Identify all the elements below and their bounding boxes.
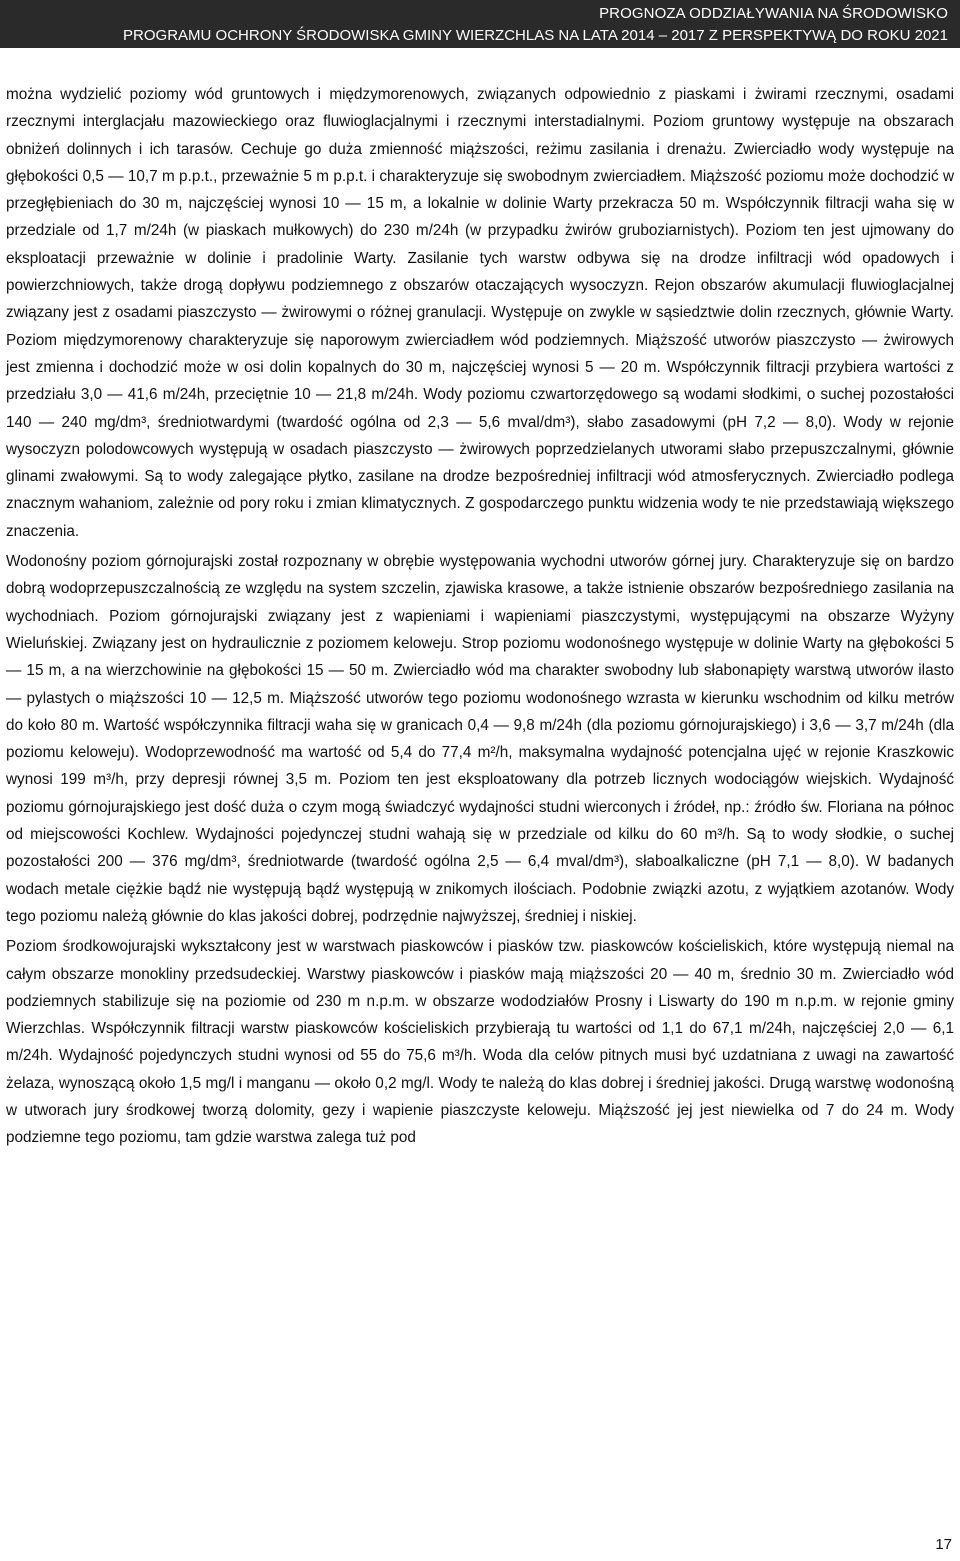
paragraph-upper-jurassic-aquifer: Wodonośny poziom górnojurajski został rozpoznany w obrębie występowania wychodni utworów górnej jury. Charakteryzuje się on bardzo dobrą wodoprzepuszczalnością ze względu na system szczelin, zjawiska krasowe, a także istnienie obszarów bezpośredniego zasilania na wychodniach. Poziom górnojurajski związany jest z wapieniami i wapieniami piaszczystymi, występującymi na obszarze Wyżyny Wieluńskiej. Związany jest on hydraulicznie z poziomem keloweju. Strop poziomu wodonośnego występuje w dolinie Warty na głębokości 5 — 15 m, a na wierzchowinie na głębokości 15 — 50 m. Zwierciadło wód ma charakter swobodny lub słabonapięty warstwą utworów ilasto — pylastych o miąższości 10 — 12,5 m. Miąższość utworów tego poziomu wodonośnego wzrasta w kierunku wschodnim od kilku metrów do koło 80 m. Wartość współczynnika filtracji waha się w granicach 0,4 — 9,8 m/24h (dla poziomu górnojurajskiego) i 3,6 — 3,7 m/24h (dla poziomu keloweju). Wodoprzewodność ma wartość od 5,4 do 77,4 m²/h, maksymalna wydajność potencjalna ujęć w rejonie Kraszkowic wynosi 199 m³/h, przy depresji równej 3,5 m. Poziom ten jest eksploatowany dla potrzeb licznych wodociągów wiejskich. Wydajność poziomu górnojurajskiego jest dość duża o czym mogą świadczyć wydajności studni wierconych i źródeł, np.: źródło św. Floriana na północ od miejscowości Kochlew. Wydajności pojedynczej studni wahają się w przedziale od kilku do 60 m³/h. Są to wody słodkie, o suchej pozostałości 200 — 376 mg/dm³, średniotwarde (twardość ogólna 2,5 — 6,4 mval/dm³), słaboalkaliczne (pH 7,1 — 8,0). W badanych wodach metale ciężkie bądź nie występują bądź występują w znikomych ilościach. Podobnie związki azotu, z wyjątkiem azotanów. Wody tego poziomu należą głównie do klas jakości dobrej, podrzędnie najwyższej, średniej i niskiej. — [6, 553, 954, 925]
document-body — [6, 81, 954, 1152]
header-subtitle: PROGRAMU OCHRONY ŚRODOWISKA GMINY WIERZCHLAS NA LATA 2014 – 2017 Z PERSPEKTYWĄ DO ROKU 2021 — [123, 27, 948, 44]
page-number: 17 — [935, 1536, 952, 1553]
document-header — [0, 0, 960, 48]
paragraph-quaternary-aquifers: można wydzielić poziomy wód gruntowych i międzymorenowych, związanych odpowiednio z piaskami i żwirami rzecznymi, osadami rzecznymi interglacjału mazowieckiego oraz fluwioglacjalnymi i rzecznymi interstadialnymi. Poziom gruntowy występuje na obszarach obniżeń dolinnych i ich tarasów. Cechuje go duża zmienność miąższości, reżimu zasilania i drenażu. Zwierciadło wody występuje na głębokości 0,5 — 10,7 m p.p.t., przeważnie 5 m p.p.t. i charakteryzuje się swobodnym zwierciadłem. Miąższość poziomu może dochodzić w przegłębieniach do 30 m, najczęściej wynosi 10 — 15 m, a lokalnie w dolinie Warty przekracza 50 m. Współczynnik filtracji waha się w przedziale od 1,7 m/24h (w piaskach mułkowych) do 230 m/24h (w przypadku żwirów gruboziarnistych). Poziom ten jest ujmowany do eksploatacji przeważnie w dolinie i pradolinie Warty. Zasilanie tych warstw odbywa się na drodze infiltracji wód opadowych i powierzchniowych, także drogą dopływu podziemnego z obszarów otaczających wysoczyzn. Rejon obszarów akumulacji fluwioglacjalnej związany jest z osadami piaszczysto — żwirowymi o różnej granulacji. Występuje on zwykle w sąsiedztwie dolin rzecznych, głównie Warty. Poziom międzymorenowy charakteryzuje się naporowym zwierciadłem wód podziemnych. Miąższość utworów piaszczysto — żwirowych jest zmienna i dochodzić może w osi dolin kopalnych do 30 m, najczęściej wynosi 5 — 20 m. Współczynnik filtracji przybiera wartości z przedziału 3,0 — 41,6 m/24h, przeciętnie 10 — 21,8 m/24h. Wody poziomu czwartorzędowego są wodami słodkimi, o suchej pozostałości 140 — 240 mg/dm³, średniotwardymi (twardość ogólna od 2,3 — 5,6 mval/dm³), słabo zasadowymi (pH 7,2 — 8,0). Wody w rejonie wysoczyzn polodowcowych występują w osadach piaszczysto — żwirowych poprzedzielanych utworami słabo przepuszczalnymi, głównie glinami zwałowymi. Są to wody zalegające płytko, zasilane na drodze bezpośredniej infiltracji wód atmosferycznych. Zwierciadło podlega znacznym wahaniom, zależnie od pory roku i zmian klimatycznych. Z gospodarczego punktu widzenia wody te nie przedstawiają większego znaczenia. — [6, 86, 954, 540]
paragraph-middle-jurassic-aquifer: Poziom środkowojurajski wykształcony jest w warstwach piaskowców i piasków tzw. piaskowców kościeliskich, które występują niemal na całym obszarze monokliny przedsudeckiej. Warstwy piaskowców i piasków mają miąższości 20 — 40 m, średnio 30 m. Zwierciadło wód podziemnych stabilizuje się na poziomie od 230 m n.p.m. w obszarze wododziałów Prosny i Liswarty do 190 m n.p.m. w rejonie gminy Wierzchlas. Współczynnik filtracji warstw piaskowców kościeliskich przybierają tu wartości od 1,1 do 67,1 m/24h, najczęściej 2,0 — 6,1 m/24h. Wydajność pojedynczych studni wynosi od 55 do 75,6 m³/h. Woda dla celów pitnych musi być uzdatniana z uwagi na zawartość żelaza, wynoszącą około 1,5 mg/l i manganu — około 0,2 mg/l. Wody te należą do klas dobrej i średniej jakości. Drugą warstwę wodonośną w utworach jury środkowej tworzą dolomity, gezy i wapienie piaszczyste keloweju. Miąższość jej jest niewielka od 7 do 24 m. Wody podziemne tego poziomu, tam gdzie warstwa zalega tuż pod — [6, 938, 954, 1147]
header-title: PROGNOZA ODDZIAŁYWANIA NA ŚRODOWISKO — [599, 5, 948, 22]
